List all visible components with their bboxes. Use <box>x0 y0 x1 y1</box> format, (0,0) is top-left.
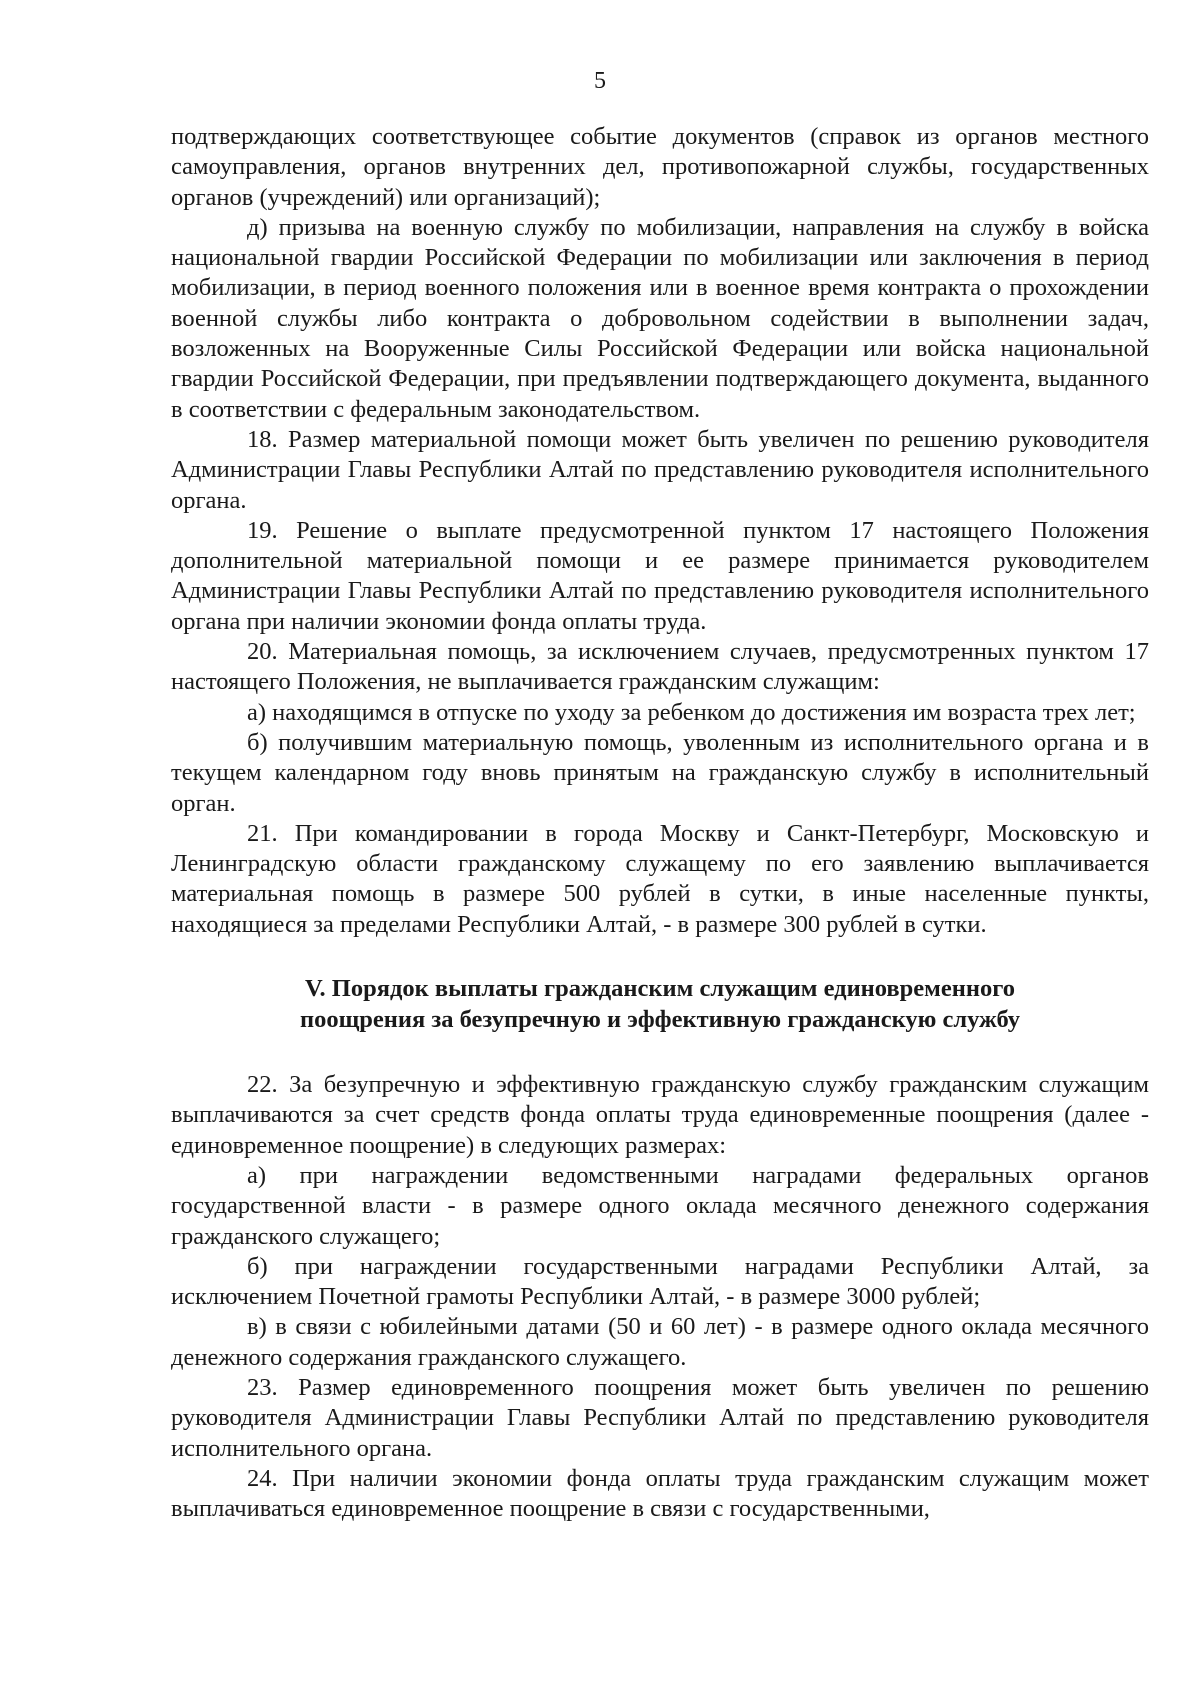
paragraphs-before-section <box>171 122 1149 940</box>
paragraph: а) при награждении ведомственными наградами федеральных органов государственной власти - в размере одного оклада месячного денежного содержания гражданского служащего; <box>171 1161 1149 1250</box>
section-heading <box>171 974 1149 1035</box>
paragraph: 24. При наличии экономии фонда оплаты труда гражданским служащим может выплачиваться единовременное поощрение в связи с государственными, <box>171 1464 1149 1523</box>
paragraph: 22. За безупречную и эффективную гражданскую службу гражданским служащим выплачиваются за счет средств фонда оплаты труда единовременные поощрения (далее - единовременное поощрение) в следующих размерах: <box>171 1071 1149 1159</box>
paragraph: 18. Размер материальной помощи может быть увеличен по решению руководителя Администрации Главы Республики Алтай по представлению руководителя исполнительного органа. <box>171 425 1149 514</box>
paragraph: подтверждающих соответствующее событие документов (справок из органов местного самоуправления, органов внутренних дел, противопожарной службы, государственных органов (учреждений) или организаций); <box>171 123 1149 211</box>
section-heading-line-2: поощрения за безупречную и эффективную гражданскую службу <box>299 1005 1021 1033</box>
paragraph: 19. Решение о выплате предусмотренной пунктом 17 настоящего Положения дополнительной материальной помощи и ее размере принимается руководителем Администрации Главы Республики Алтай по представлению руководителя исполнительного органа при наличии экономии фонда оплаты труда. <box>171 516 1149 635</box>
paragraph: в) в связи с юбилейными датами (50 и 60 лет) - в размере одного оклада месячного денежного содержания гражданского служащего. <box>171 1313 1149 1371</box>
paragraph: д) призыва на военную службу по мобилизации, направления на службу в войска национальной гвардии Российской Федерации по мобилизации или заключения в период мобилизации, в период военного положения или в военное время контракта о прохождении военной службы либо контракта о добровольном содействии в выполнении задач, возложенных на Вооруженные Силы Российской Федерации или войска национальной гвардии Российской Федерации, при предъявлении подтверждающего документа, выданного в соответствии с федеральным законодательством. <box>171 213 1149 423</box>
paragraph: 23. Размер единовременного поощрения может быть увеличен по решению руководителя Администрации Главы Республики Алтай по представлению руководителя исполнительного органа. <box>171 1373 1149 1462</box>
paragraph: 21. При командировании в города Москву и Санкт-Петербург, Московскую и Ленинградскую области гражданскому служащему по его заявлению выплачивается материальная помощь в размере 500 рублей в сутки, в иные населенные пункты, находящиеся за пределами Республики Алтай, - в размере 300 рублей в сутки. <box>171 819 1149 938</box>
paragraphs-after-section <box>171 1070 1149 1524</box>
paragraph: 20. Материальная помощь, за исключением случаев, предусмотренных пунктом 17 настоящего Положения, не выплачивается гражданским служащим: <box>171 638 1149 696</box>
document-body <box>171 122 1149 1524</box>
page-number: 5 <box>594 68 606 94</box>
paragraph: б) при награждении государственными наградами Республики Алтай, за исключением Почетной грамоты Республики Алтай, - в размере 3000 рублей; <box>171 1252 1149 1311</box>
section-heading-line-1: V. Порядок выплаты гражданским служащим единовременного <box>305 975 1015 1003</box>
paragraph: а) находящимся в отпуске по уходу за ребенком до достижения им возраста трех лет; <box>247 698 1136 726</box>
paragraph: б) получившим материальную помощь, уволенным из исполнительного органа и в текущем календарном году вновь принятым на гражданскую службу в исполнительный орган. <box>171 728 1149 817</box>
